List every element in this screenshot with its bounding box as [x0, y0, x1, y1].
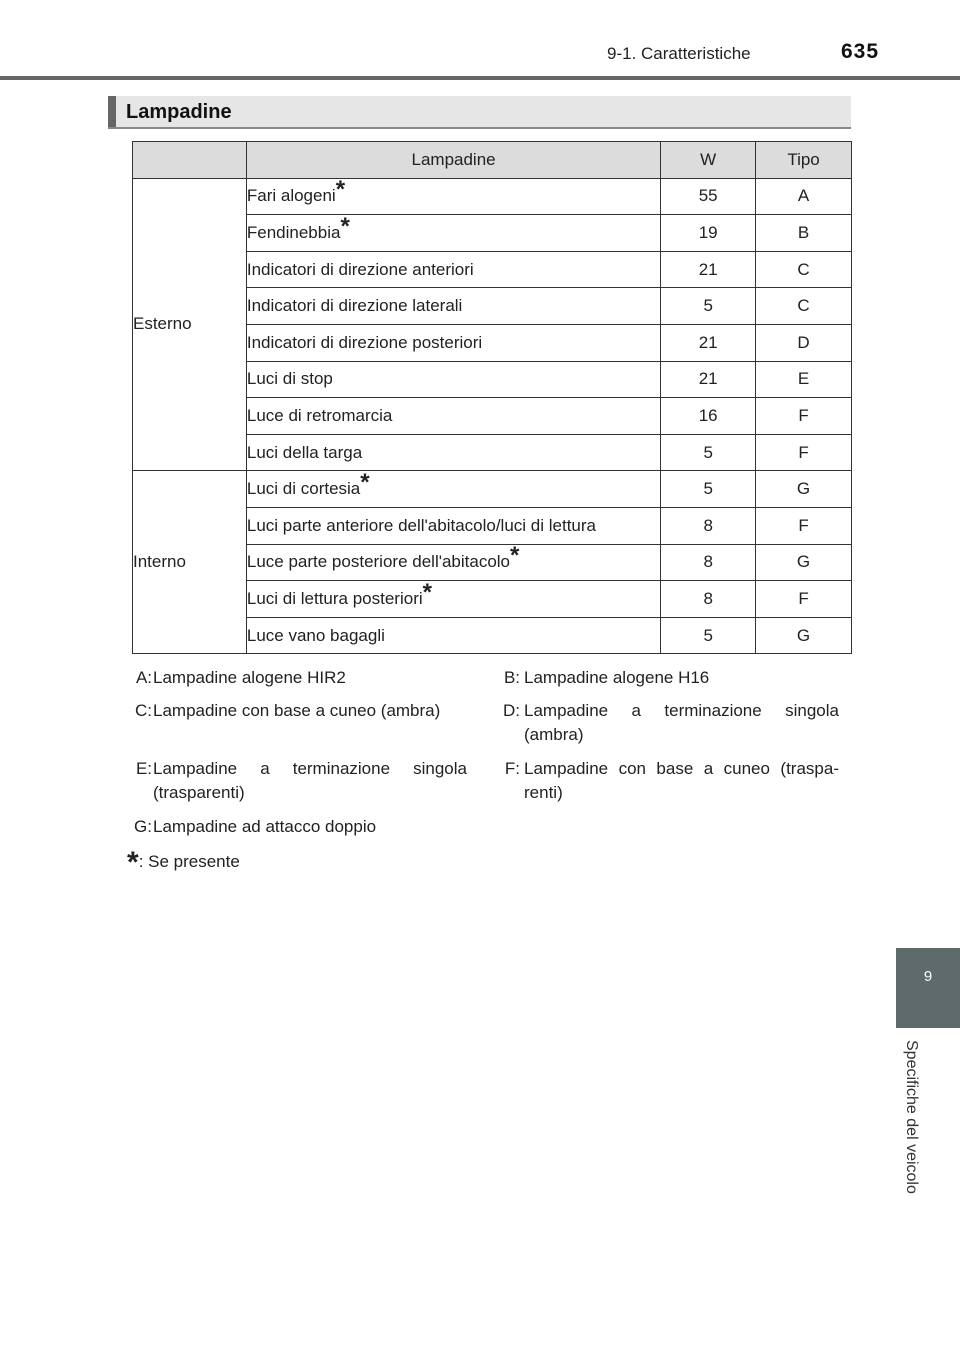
- bulb-table: [132, 141, 852, 654]
- bulb-name: Luci di cortesia*: [246, 471, 660, 508]
- bulb-name: Luci della targa: [246, 434, 660, 471]
- footnote-star: *: [422, 578, 432, 606]
- bulb-name: Luci di lettura posteriori*: [246, 581, 660, 618]
- bulb-watt: 5: [661, 617, 756, 654]
- bulb-watt: 55: [661, 178, 756, 215]
- bulb-type: C: [756, 251, 852, 288]
- bulb-type: G: [756, 617, 852, 654]
- group-label-interior: Interno: [133, 471, 247, 654]
- bulb-name: Indicatori di direzione laterali: [246, 288, 660, 325]
- bulb-type: G: [756, 544, 852, 581]
- bulb-name: Luce di retromarcia: [246, 398, 660, 435]
- bulb-type: C: [756, 288, 852, 325]
- legend-key: A:: [135, 668, 152, 687]
- footnote-star: *: [360, 469, 370, 497]
- bulb-watt: 8: [661, 544, 756, 581]
- legend-text: Lampadine alogene HIR2: [153, 668, 346, 687]
- legend-text: Lampadine con base a cuneo (ambra): [153, 701, 441, 720]
- bulb-watt: 16: [661, 398, 756, 435]
- bulb-name: Fari alogeni*: [246, 178, 660, 215]
- bulb-watt: 21: [661, 251, 756, 288]
- bulb-watt: 21: [661, 361, 756, 398]
- section-heading: 9-1. Caratteristiche: [607, 44, 751, 63]
- table-row: [133, 178, 852, 215]
- footnote-star: *: [340, 212, 350, 240]
- legend-key: B:: [503, 668, 520, 687]
- legend-text: Lampadine ad attacco doppio: [153, 817, 377, 836]
- bulb-name: Indicatori di direzione anteriori: [246, 251, 660, 288]
- header-divider: [0, 76, 960, 80]
- footnote-if-equipped: [127, 846, 240, 880]
- legend-key: D:: [503, 701, 520, 720]
- page-number: 635: [841, 40, 880, 63]
- chapter-tab: [896, 948, 960, 1028]
- bulb-name: Indicatori di direzione posteriori: [246, 324, 660, 361]
- legend-key: F:: [504, 759, 520, 778]
- bulb-type: D: [756, 324, 852, 361]
- footnote-star-symbol: *: [127, 846, 139, 879]
- bulb-name: Luci parte anteriore dell'abitacolo/luci di lettura: [246, 507, 660, 544]
- bulb-type: A: [756, 178, 852, 215]
- bulb-name: Fendinebbia*: [246, 215, 660, 252]
- table-row: [133, 471, 852, 508]
- bulb-watt: 8: [661, 581, 756, 618]
- group-label-exterior: Esterno: [133, 178, 247, 471]
- bulb-watt: 19: [661, 215, 756, 252]
- legend-text: Lampadine alogene H16: [524, 668, 710, 687]
- bulb-watt: 5: [661, 288, 756, 325]
- bulb-watt: 5: [661, 471, 756, 508]
- bulb-type: F: [756, 398, 852, 435]
- bulb-type: F: [756, 581, 852, 618]
- table-header-row: [133, 142, 852, 179]
- legend-key: G:: [134, 817, 152, 836]
- section-accent: [108, 96, 116, 127]
- column-header-watt: W: [661, 142, 756, 179]
- footnote-text: : Se presente: [138, 852, 240, 871]
- legend-text: Lampadine a terminazione singola (trasparenti): [153, 759, 467, 802]
- footnote-star: *: [335, 176, 346, 204]
- footnote-star: *: [510, 542, 520, 570]
- bulb-type: F: [756, 434, 852, 471]
- column-header-group: [133, 142, 247, 179]
- bulb-name: Luce vano bagagli: [246, 617, 660, 654]
- chapter-number: 9: [923, 968, 933, 985]
- column-header-bulb: Lampadine: [246, 142, 660, 179]
- section-title-bar: [108, 96, 851, 129]
- bulb-watt: 8: [661, 507, 756, 544]
- chapter-label: Specifiche del veicolo: [903, 1040, 920, 1194]
- bulb-name: Luce parte posteriore dell'abitacolo*: [246, 544, 660, 581]
- bulb-watt: 21: [661, 324, 756, 361]
- legend-key: E:: [135, 759, 152, 778]
- section-title: Lampadine: [126, 101, 232, 123]
- bulb-name: Luci di stop: [246, 361, 660, 398]
- legend-text: Lampadine con base a cuneo (traspa-renti): [524, 759, 839, 802]
- legend-key: C:: [135, 701, 152, 720]
- bulb-type: B: [756, 215, 852, 252]
- bulb-type: E: [756, 361, 852, 398]
- bulb-type: F: [756, 507, 852, 544]
- column-header-type: Tipo: [756, 142, 852, 179]
- bulb-watt: 5: [661, 434, 756, 471]
- legend-text: Lampadine a terminazione singola (ambra): [524, 701, 839, 744]
- bulb-type: G: [756, 471, 852, 508]
